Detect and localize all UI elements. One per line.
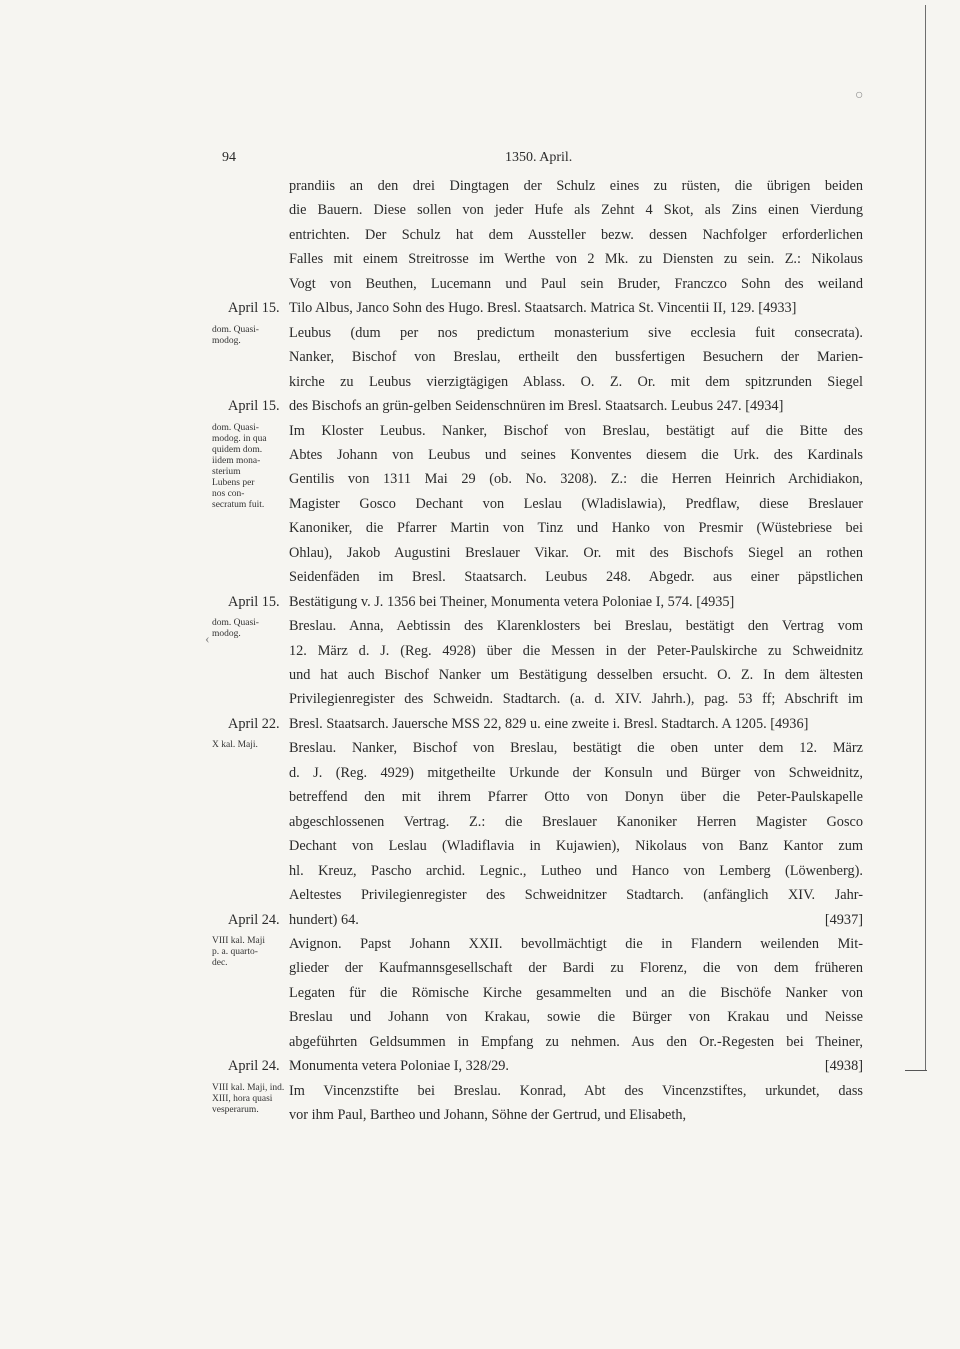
- text-line-content: Breslau. Nanker, Bischof von Breslau, bestätigt die oben unter dem 12. März: [289, 740, 863, 757]
- text-line-content: prandiis an den drei Dingtagen der Schulz eines zu rüsten, die übrigen beiden: [289, 178, 863, 194]
- text-line-content: und hat auch Bischof Nanker um Bestätigung desselben ersucht. O. Z. In dem ältesten: [289, 667, 863, 683]
- regest-number: [4937]: [824, 911, 863, 928]
- text-line: [289, 810, 863, 834]
- text-line-content: Avignon. Papst Johann XXII. bevollmächtigt die in Flandern weilenden Mit-: [289, 935, 863, 952]
- text-line-content: d. J. (Reg. 4929) mitgetheilte Urkunde der Konsuln und Bürger von Schweidnitz,: [289, 764, 863, 781]
- margin-date: April 15.: [228, 398, 280, 415]
- text-line-content: vor ihm Paul, Bartheo und Johann, Söhne der Gertrud, und Elisabeth,: [289, 1107, 687, 1124]
- text-line: [289, 467, 863, 491]
- text-line-content: glieder der Kaufmannsgesellschaft der Bardi zu Florenz, die von dem früheren: [289, 960, 863, 977]
- text-line-content: Magister Gosco Dechant von Leslau (Wladislawia), Predflaw, diese Breslauer: [289, 495, 863, 512]
- text-line: [289, 419, 863, 443]
- scan-mark: ○: [855, 88, 864, 103]
- text-line: [289, 736, 863, 760]
- text-line: [289, 883, 863, 907]
- margin-note: modog.: [212, 335, 241, 346]
- text-line-content: Seidenfäden im Bresl. Staatsarch. Leubus 248. Abgedr. aus einer päpstlichen: [289, 569, 863, 586]
- text-line: [289, 785, 863, 809]
- margin-note: dom. Quasi-: [212, 618, 259, 629]
- margin-note: iidem mona-: [212, 455, 261, 466]
- margin-note: p. a. quarto-: [212, 946, 258, 957]
- text-line: [289, 345, 863, 369]
- text-line: [289, 663, 863, 687]
- text-line: [289, 1054, 863, 1078]
- margin-note: dec.: [212, 957, 228, 968]
- margin-date: April 15.: [228, 593, 280, 610]
- text-line: [289, 956, 863, 980]
- margin-note: dom. Quasi-: [212, 324, 259, 335]
- margin-note: secratum fuit.: [212, 499, 265, 510]
- text-line: [289, 687, 863, 711]
- text-line: [289, 394, 863, 418]
- scan-mark: ‹: [205, 632, 210, 647]
- text-line: [289, 932, 863, 956]
- text-line-content: Bestätigung v. J. 1356 bei Theiner, Monumenta vetera Poloniae I, 574. [4935]: [289, 593, 735, 610]
- margin-note: nos con-: [212, 488, 245, 499]
- text-line: [289, 712, 863, 736]
- text-line-content: 12. März d. J. (Reg. 4928) über die Messen in der Peter-Paulskirche zu Schweidnitz: [289, 642, 863, 659]
- margin-date: April 15.: [228, 300, 280, 317]
- text-line-content: Kanoniker, die Pfarrer Martin von Tinz und Hanko von Presmir (Wüstebriese bei: [289, 520, 863, 537]
- text-line-content: hundert) 64.: [289, 911, 359, 928]
- text-line-content: Monumenta vetera Poloniae I, 328/29.: [289, 1058, 509, 1075]
- text-line-content: kirche zu Leubus vierzigtägigen Ablass. O. Z. Or. mit dem spitzrunden Siegel: [289, 373, 863, 390]
- text-line-content: hl. Kreuz, Pascho archid. Legnic., Lutheo und Hanco von Lemberg (Löwenberg).: [289, 862, 863, 879]
- page-header: [0, 150, 960, 174]
- text-line: [289, 639, 863, 663]
- text-line: [289, 859, 863, 883]
- text-line: [289, 296, 863, 320]
- text-line-content: Bresl. Staatsarch. Jauersche MSS 22, 829 u. eine zweite i. Bresl. Stadtarch. A 1205. [4936]: [289, 715, 809, 732]
- text-line: [289, 223, 863, 247]
- margin-note: sterium: [212, 466, 241, 477]
- text-line: [289, 565, 863, 589]
- margin-date: April 24.: [228, 911, 280, 928]
- text-line-content: Tilo Albus, Janco Sohn des Hugo. Bresl. Staatsarch. Matrica St. Vincentii II, 129. [4933]: [289, 300, 797, 317]
- margin-note: VIII kal. Maji: [212, 935, 266, 946]
- binding-edge-foot: [905, 1070, 927, 1071]
- text-line-content: Breslau und Johann von Krakau, sowie die Bürger von Krakau und Neisse: [289, 1009, 863, 1026]
- text-line: [289, 1005, 863, 1029]
- margin-note: XIII, hora quasi: [212, 1093, 273, 1104]
- text-line-content: des Bischofs an grün-gelben Seidenschnüren im Bresl. Staatsarch. Leubus 247. [4934]: [289, 398, 784, 415]
- text-line: [289, 198, 863, 222]
- margin-date: April 22.: [228, 715, 280, 732]
- binding-edge-rule: [925, 5, 926, 1070]
- running-title: 1350. April.: [505, 150, 573, 165]
- text-line: [289, 272, 863, 296]
- text-line-content: Im Kloster Leubus. Nanker, Bischof von Breslau, bestätigt auf die Bitte des: [289, 422, 863, 439]
- margin-note: dom. Quasi-: [212, 422, 259, 433]
- text-line-content: Leubus (dum per nos predictum monasterium sive ecclesia fuit consecrata).: [289, 324, 863, 341]
- text-line-content: Breslau. Anna, Aebtissin des Klarenklosters bei Breslau, bestätigt den Vertrag vom: [289, 618, 863, 635]
- margin-note: vesperarum.: [212, 1104, 259, 1115]
- text-line: [289, 908, 863, 932]
- regest-number: [4938]: [824, 1058, 863, 1075]
- text-line-content: Dechant von Leslau (Wladiflavia in Kujawien), Nikolaus von Banz Kantor zum: [289, 838, 863, 855]
- text-line-content: Nanker, Bischof von Breslau, ertheilt den bussfertigen Besuchern der Marien-: [289, 349, 863, 366]
- text-line-content: Gentilis von 1311 Mai 29 (ob. No. 3208). Z.: die Herren Heinrich Archidiakon,: [289, 471, 863, 488]
- text-line: [289, 174, 863, 198]
- text-line: [289, 443, 863, 467]
- text-line-content: Falles mit einem Streitrosse im Werthe von 2 Mk. zu Diensten zu sein. Z.: Nikolaus: [289, 251, 863, 268]
- text-line: [289, 321, 863, 345]
- text-line: [289, 1103, 863, 1127]
- text-line-content: Vogt von Beuthen, Lucemann und Paul sein Bruder, Franczco Sohn des weiland: [289, 275, 863, 292]
- margin-note: quidem dom.: [212, 444, 263, 455]
- margin-note: VIII kal. Maji, ind.: [212, 1082, 285, 1093]
- text-line: [289, 834, 863, 858]
- margin-note: modog. in qua: [212, 433, 267, 444]
- margin-note: modog.: [212, 629, 241, 640]
- text-line: [289, 370, 863, 394]
- text-line: [289, 761, 863, 785]
- margin-date: April 24.: [228, 1058, 280, 1075]
- text-line-content: Privilegienregister des Schweidn. Stadtarch. (a. d. XIV. Jahrh.), pag. 53 ff; Abschrift im: [289, 691, 863, 708]
- page-number: 94: [222, 150, 236, 165]
- text-line-content: Legaten für die Römische Kirche gesammelten und an die Bischöfe Nanker von: [289, 984, 863, 1001]
- margin-note: Lubens per: [212, 477, 255, 488]
- text-line: [289, 590, 863, 614]
- text-line-content: Abtes Johann von Leubus und seines Konventes diesem die Urk. des Kardinals: [289, 446, 863, 463]
- text-line: [289, 516, 863, 540]
- text-line: [289, 614, 863, 638]
- text-line-content: Aeltestes Privilegienregister des Schweidnitzer Stadtarch. (anfänglich XIV. Jahr-: [289, 887, 863, 904]
- margin-note: X kal. Maji.: [212, 740, 258, 751]
- text-line-content: die Bauern. Diese sollen von jeder Hufe als Zehnt 4 Skot, als Zins einen Vierdung: [289, 202, 863, 219]
- text-line-content: betreffend den mit ihrem Pfarrer Otto von Donyn über die Peter-Paulskapelle: [289, 789, 863, 806]
- text-line-content: entrichten. Der Schulz hat dem Aussteller bezw. dessen Nachfolger erforderlichen: [289, 226, 863, 243]
- text-line: [289, 492, 863, 516]
- text-line: [289, 981, 863, 1005]
- text-line: [289, 1030, 863, 1054]
- text-line-content: abgeführten Geldsummen in Empfang zu nehmen. Aus den Or.-Regesten bei Theiner,: [289, 1033, 863, 1050]
- text-line-content: Ohlau), Jakob Augustini Breslauer Vikar. Or. mit des Bischofs Siegel an rothen: [289, 544, 863, 561]
- text-line: [289, 247, 863, 271]
- text-line: [289, 541, 863, 565]
- text-line: [289, 1079, 863, 1103]
- text-line-content: abgeschlossenen Vertrag. Z.: die Breslauer Kanoniker Herren Magister Gosco: [289, 813, 863, 830]
- text-line-content: Im Vincenzstifte bei Breslau. Konrad, Abt des Vincenzstiftes, urkundet, dass: [289, 1082, 863, 1099]
